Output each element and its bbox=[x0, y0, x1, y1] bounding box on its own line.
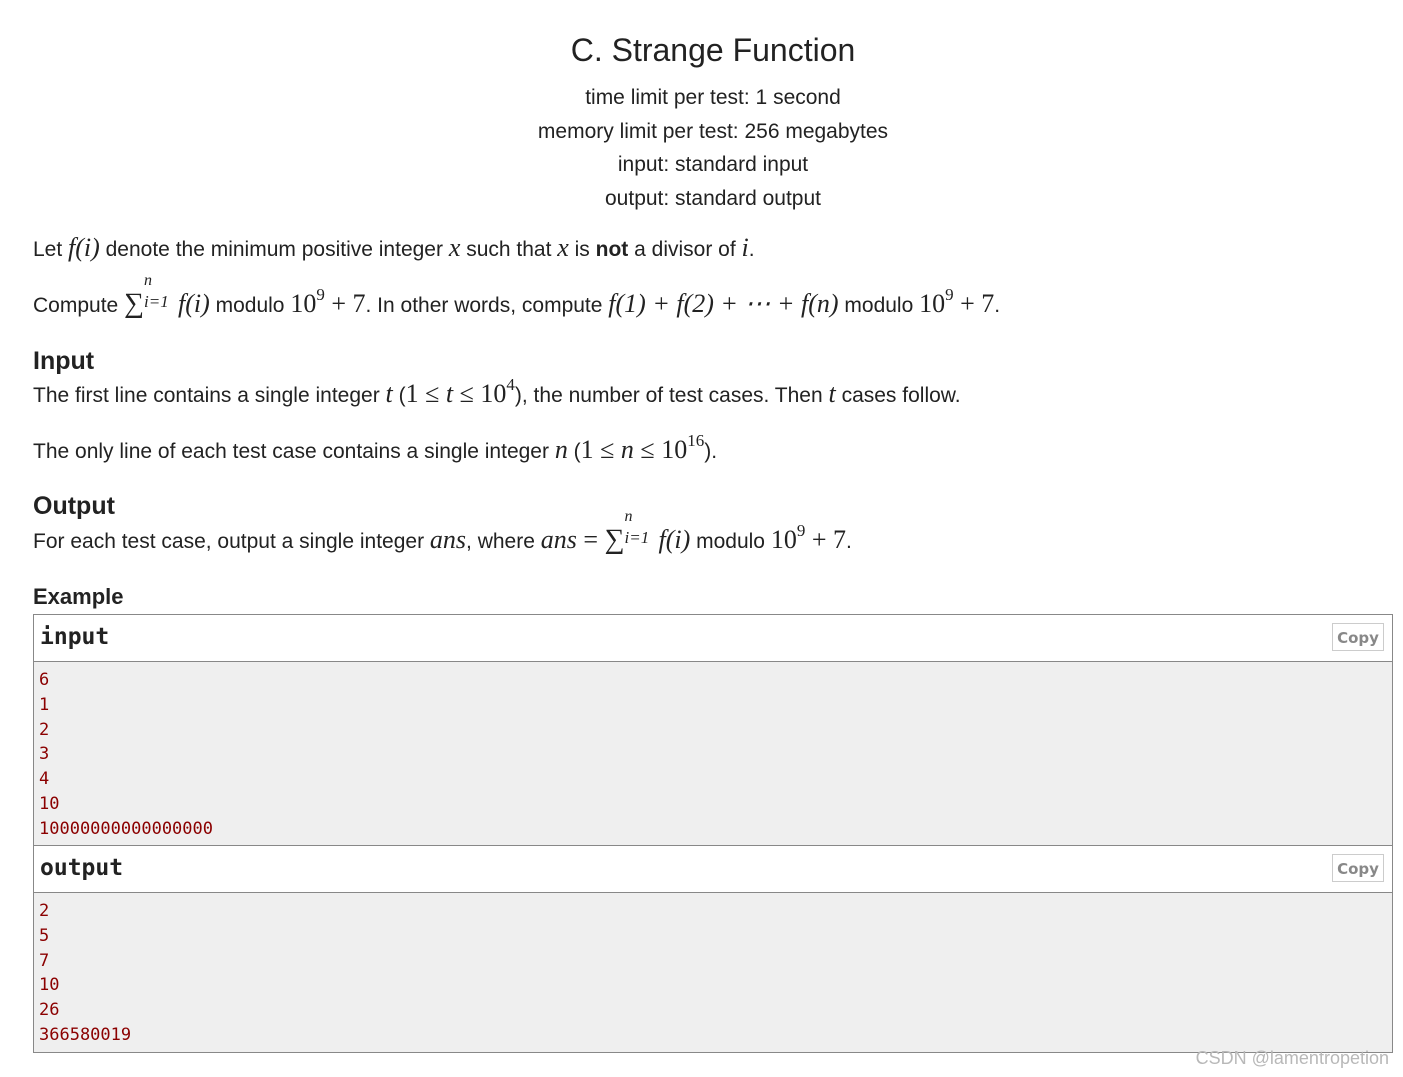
sigma-symbol: ∑ bbox=[124, 288, 145, 319]
text: . bbox=[994, 294, 1001, 317]
input-type: input: standard input bbox=[617, 153, 809, 176]
math-ten: 10 bbox=[919, 289, 946, 318]
math-t: t bbox=[445, 379, 454, 408]
math-constraint: ≤ 10 bbox=[633, 435, 688, 464]
math-plus-seven: + 7 bbox=[324, 289, 366, 318]
text: such that bbox=[460, 238, 558, 261]
math-sum-expression: f(1) + f(2) + ⋯ + f(n) bbox=[608, 289, 839, 318]
math-constraint: 1 ≤ bbox=[580, 435, 621, 464]
text: Compute bbox=[33, 294, 125, 317]
math-i: i bbox=[741, 233, 749, 262]
statement-paragraph-2 bbox=[33, 272, 1001, 320]
statement-paragraph-1 bbox=[33, 233, 755, 263]
sample-input-content[interactable] bbox=[34, 662, 1392, 846]
text: ( bbox=[567, 440, 581, 463]
text: . In other words, compute bbox=[365, 294, 609, 317]
sample-output-header bbox=[34, 846, 1392, 893]
math-plus-seven: + 7 bbox=[953, 289, 995, 318]
sample-input-line: 1 bbox=[39, 694, 50, 715]
sample-input-line: 6 bbox=[39, 670, 50, 690]
math-exponent: 9 bbox=[945, 285, 954, 304]
text: For each test case, output a single integer bbox=[33, 530, 430, 553]
input-paragraph-2 bbox=[33, 431, 718, 465]
sample-input-line: 3 bbox=[39, 744, 50, 765]
sample-input-label: input bbox=[40, 624, 110, 650]
math-f-i: f(i) bbox=[178, 289, 210, 318]
text: modulo bbox=[838, 294, 920, 317]
sample-input-line: 10 bbox=[39, 793, 60, 814]
watermark: CSDN @lamentropetion bbox=[1195, 1048, 1389, 1068]
math-exponent: 4 bbox=[506, 375, 515, 394]
sigma-symbol: ∑ bbox=[604, 524, 625, 555]
sample-output-line: 366580019 bbox=[39, 1024, 132, 1045]
problem-page bbox=[33, 0, 1393, 1045]
sample-input-header bbox=[34, 615, 1392, 662]
memory-limit: memory limit per test: 256 megabytes bbox=[537, 119, 889, 143]
sum-lower: i=1 bbox=[144, 292, 169, 311]
output-type: output: standard output bbox=[605, 186, 821, 210]
sample-input-block bbox=[33, 614, 1393, 847]
math-t: t bbox=[828, 379, 836, 408]
example-title: Example bbox=[33, 584, 124, 609]
text: Let bbox=[33, 238, 69, 261]
text: ). bbox=[704, 440, 718, 463]
sample-output-line: 5 bbox=[39, 925, 50, 946]
math-constraint: 1 ≤ bbox=[405, 379, 446, 408]
copy-input-button[interactable]: Copy bbox=[1332, 623, 1384, 651]
text: modulo bbox=[209, 294, 291, 317]
sum-upper: n bbox=[144, 272, 153, 289]
sum-limits bbox=[624, 508, 655, 548]
text: modulo bbox=[690, 530, 771, 553]
math-ans: ans bbox=[429, 525, 467, 554]
math-ten: 10 bbox=[290, 289, 317, 318]
sum-lower: i=1 bbox=[624, 528, 650, 547]
text: a divisor of bbox=[628, 238, 742, 261]
math-n: n bbox=[554, 435, 568, 464]
output-paragraph-1 bbox=[33, 508, 852, 556]
output-section-title: Output bbox=[33, 492, 115, 520]
text: . bbox=[845, 530, 852, 553]
sample-input-line: 4 bbox=[39, 769, 50, 790]
math-x: x bbox=[448, 233, 461, 262]
input-section-title: Input bbox=[33, 347, 95, 375]
bold-not: not bbox=[595, 238, 629, 261]
text: ( bbox=[392, 384, 406, 407]
sum-limits bbox=[144, 272, 174, 312]
math-t: t bbox=[385, 379, 393, 408]
sample-output-line: 10 bbox=[39, 975, 60, 996]
math-ten: 10 bbox=[770, 525, 797, 554]
text: The only line of each test case contains a single integer bbox=[33, 440, 555, 463]
math-n: n bbox=[620, 435, 634, 464]
math-exponent: 16 bbox=[687, 431, 705, 450]
sample-input-line: 10000000000000000 bbox=[39, 818, 213, 839]
text: cases follow. bbox=[835, 384, 961, 407]
problem-limits bbox=[33, 81, 1393, 215]
text: is bbox=[568, 238, 596, 261]
sum-upper: n bbox=[624, 508, 633, 525]
math-f-i: f(i) bbox=[68, 233, 100, 262]
text: . bbox=[748, 238, 755, 261]
math-f-i: f(i) bbox=[658, 525, 691, 554]
math-x: x bbox=[557, 233, 569, 262]
math-exponent: 9 bbox=[316, 285, 325, 304]
sample-output-line: 7 bbox=[39, 950, 50, 971]
copy-output-button[interactable]: Copy bbox=[1332, 854, 1384, 882]
text: denote the minimum positive integer bbox=[99, 238, 449, 261]
sample-output-line: 2 bbox=[39, 901, 50, 921]
math-ans: ans bbox=[540, 525, 577, 554]
math-plus-seven: + 7 bbox=[805, 525, 846, 554]
sample-output-block bbox=[33, 845, 1393, 1053]
sample-input-line: 2 bbox=[39, 719, 50, 740]
problem-title: C. Strange Function bbox=[570, 32, 856, 68]
text: The first line contains a single integer bbox=[33, 384, 386, 407]
text: ), the number of test cases. Then bbox=[514, 384, 829, 407]
time-limit: time limit per test: 1 second bbox=[585, 86, 841, 109]
sample-output-label: output bbox=[40, 855, 124, 881]
sample-output-line: 26 bbox=[39, 1000, 60, 1021]
input-paragraph-1 bbox=[33, 375, 961, 409]
math-exponent: 9 bbox=[796, 521, 806, 540]
text: , where bbox=[466, 530, 541, 553]
sample-output-content[interactable] bbox=[34, 893, 1392, 1052]
math-constraint: ≤ 10 bbox=[453, 379, 507, 408]
math-equals: = bbox=[576, 525, 605, 554]
